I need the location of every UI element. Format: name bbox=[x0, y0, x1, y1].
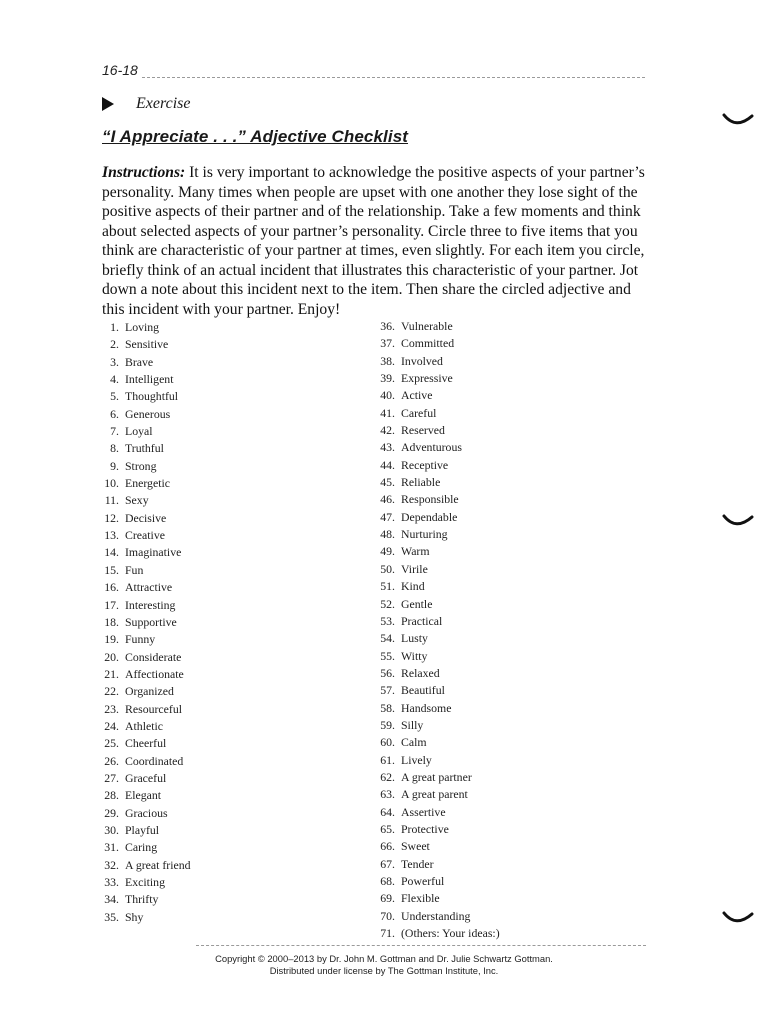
checklist-item bbox=[373, 335, 500, 352]
checklist-item bbox=[102, 735, 191, 752]
checklist-item bbox=[373, 665, 500, 682]
checklist-item bbox=[373, 318, 500, 335]
checklist-item bbox=[373, 717, 500, 734]
checklist-item-word: Lively bbox=[401, 752, 432, 767]
exercise-heading bbox=[102, 95, 190, 113]
checklist-item-number: 28. bbox=[104, 788, 119, 803]
checklist-item bbox=[373, 648, 500, 665]
checklist-item-number: 7. bbox=[110, 424, 119, 439]
checklist-item-number: 39. bbox=[380, 371, 395, 386]
checklist-item-number: 57. bbox=[380, 683, 395, 698]
checklist-item-number: 61. bbox=[380, 752, 395, 767]
checklist-item-word: Thoughtful bbox=[125, 389, 179, 404]
checklist-item bbox=[102, 440, 191, 457]
checklist-item bbox=[373, 838, 500, 855]
checklist-item-word: A great partner bbox=[401, 769, 472, 784]
checklist-item bbox=[373, 370, 500, 387]
checklist-item-word: Organized bbox=[125, 684, 174, 699]
checklist-item bbox=[102, 510, 191, 527]
checklist-item-number: 2. bbox=[110, 337, 119, 352]
checklist-item bbox=[373, 821, 500, 838]
checklist-item bbox=[102, 666, 191, 683]
checklist-item bbox=[102, 597, 191, 614]
checklist-item-number: 15. bbox=[104, 562, 119, 577]
checklist-item-number: 6. bbox=[110, 406, 119, 421]
header-rule bbox=[142, 77, 645, 78]
checklist-item-number: 49. bbox=[380, 544, 395, 559]
checklist-item bbox=[373, 543, 500, 560]
checklist-item bbox=[373, 786, 500, 803]
checklist-item-word: Powerful bbox=[401, 874, 445, 888]
checklist-item-number: 71. bbox=[380, 926, 395, 941]
checklist-item-word: Playful bbox=[125, 822, 160, 837]
checklist-item-number: 18. bbox=[104, 614, 119, 629]
checklist-item-number: 21. bbox=[104, 666, 119, 681]
checklist-item-number: 48. bbox=[380, 527, 395, 542]
checklist-item bbox=[102, 891, 191, 908]
checklist-item-word: Loyal bbox=[125, 424, 153, 439]
checklist-item-word: Silly bbox=[401, 717, 424, 732]
checklist-item-number: 4. bbox=[110, 372, 119, 387]
checklist-item-word: Gentle bbox=[401, 596, 433, 611]
binder-ring-mark-icon bbox=[722, 112, 754, 130]
instructions-paragraph bbox=[102, 163, 647, 319]
checklist-item bbox=[102, 492, 191, 509]
checklist-item-word: Sexy bbox=[125, 493, 149, 508]
checklist-item-number: 12. bbox=[104, 510, 119, 525]
checklist-item bbox=[102, 614, 191, 631]
checklist-item-number: 56. bbox=[380, 665, 395, 680]
checklist-title: “I Appreciate . . .” Adjective Checklist bbox=[102, 127, 409, 146]
checklist-item-number: 64. bbox=[380, 804, 395, 819]
checklist-item-word: Practical bbox=[401, 613, 443, 628]
checklist-item bbox=[373, 439, 500, 456]
checklist-item bbox=[102, 839, 191, 856]
checklist-item-number: 63. bbox=[380, 787, 395, 802]
checklist-item bbox=[373, 630, 500, 647]
checklist-item bbox=[102, 562, 191, 579]
checklist-item-word: Exciting bbox=[125, 875, 165, 889]
checklist-item bbox=[373, 769, 500, 786]
checklist-item-number: 13. bbox=[104, 528, 119, 543]
checklist-item bbox=[102, 822, 191, 839]
checklist-item-word: Loving bbox=[125, 320, 160, 334]
checklist-item-word: Fun bbox=[125, 562, 144, 577]
checklist-item-word: Gracious bbox=[125, 805, 168, 820]
instructions-text: It is very important to acknowledge the positive aspects of your partner’s personality. Many times when people are upset with one another they lose sight of the positive aspects of their partner and of the relationship. Take a few moments and think about selected aspects of your partner’s personality. Circle three to five items that you think are characteristic of your partner at times, even slightly. For each item you circle, briefly think of an actual incident that illustrates this characteristic of your partner. Jot down a note about this incident next to the item. Then share the circled adjective and this incident with your partner. Enjoy! bbox=[102, 164, 645, 318]
checklist-item-number: 38. bbox=[380, 353, 395, 368]
checklist-item-number: 9. bbox=[110, 458, 119, 473]
checklist-item bbox=[373, 596, 500, 613]
checklist-item-number: 8. bbox=[110, 441, 119, 456]
checklist-item bbox=[102, 319, 191, 336]
checklist-item-word: Assertive bbox=[401, 804, 446, 819]
checklist-item bbox=[102, 423, 191, 440]
checklist-item-number: 67. bbox=[380, 856, 395, 871]
checklist-item bbox=[102, 787, 191, 804]
checklist-item-number: 55. bbox=[380, 648, 395, 663]
checklist-item-number: 68. bbox=[380, 874, 395, 888]
checklist-item-number: 66. bbox=[380, 839, 395, 854]
checklist-item bbox=[102, 805, 191, 822]
checklist-item-word: (Others: Your ideas:) bbox=[401, 926, 500, 941]
checklist-item bbox=[373, 405, 500, 422]
checklist-item-word: Reliable bbox=[401, 475, 441, 490]
checklist-item-number: 62. bbox=[380, 769, 395, 784]
adjective-list-right bbox=[373, 318, 500, 942]
checklist-item-word: Sensitive bbox=[125, 337, 169, 352]
checklist-item-number: 17. bbox=[104, 597, 119, 612]
checklist-item bbox=[102, 718, 191, 735]
checklist-item-word: Protective bbox=[401, 821, 449, 836]
checklist-item bbox=[102, 336, 191, 353]
checklist-item-word: Shy bbox=[125, 909, 144, 924]
checklist-item bbox=[373, 387, 500, 404]
checklist-item-word: Kind bbox=[401, 579, 425, 594]
checklist-item bbox=[102, 770, 191, 787]
checklist-item-number: 54. bbox=[380, 631, 395, 646]
checklist-item-word: Witty bbox=[401, 648, 428, 663]
checklist-item-word: Attractive bbox=[125, 580, 173, 595]
checklist-item-word: Adventurous bbox=[401, 440, 462, 455]
checklist-item bbox=[373, 457, 500, 474]
checklist-item-number: 41. bbox=[380, 405, 395, 420]
checklist-item-word: Calm bbox=[401, 735, 427, 750]
checklist-item bbox=[373, 613, 500, 630]
checklist-item-number: 52. bbox=[380, 596, 395, 611]
checklist-item bbox=[373, 509, 500, 526]
binder-ring-mark-icon bbox=[722, 513, 754, 531]
checklist-item-word: Affectionate bbox=[125, 666, 184, 681]
checklist-item-word: Flexible bbox=[401, 891, 440, 906]
exercise-label: Exercise bbox=[136, 95, 191, 112]
checklist-item-number: 24. bbox=[104, 718, 119, 733]
checklist-item-word: Receptive bbox=[401, 457, 449, 472]
instructions-lead: Instructions: bbox=[102, 164, 186, 181]
checklist-item-number: 27. bbox=[104, 770, 119, 785]
checklist-item-word: Elegant bbox=[125, 788, 162, 803]
checklist-item bbox=[373, 561, 500, 578]
checklist-item-number: 31. bbox=[104, 840, 119, 855]
checklist-item bbox=[373, 873, 500, 890]
checklist-item bbox=[373, 734, 500, 751]
checklist-item bbox=[102, 527, 191, 544]
checklist-item bbox=[373, 353, 500, 370]
checklist-item bbox=[102, 354, 191, 371]
checklist-item-word: Caring bbox=[125, 840, 158, 855]
checklist-item bbox=[373, 526, 500, 543]
checklist-item-word: Interesting bbox=[125, 597, 176, 612]
checklist-item-word: Understanding bbox=[401, 908, 471, 923]
checklist-item-number: 46. bbox=[380, 492, 395, 507]
checklist-item-number: 3. bbox=[110, 354, 119, 369]
checklist-item-number: 19. bbox=[104, 632, 119, 647]
checklist-item-word: Considerate bbox=[125, 649, 182, 664]
checklist-item-word: Sweet bbox=[401, 839, 430, 854]
checklist-item-word: Careful bbox=[401, 405, 437, 420]
checklist-item-number: 47. bbox=[380, 509, 395, 524]
checklist-item-number: 53. bbox=[380, 613, 395, 628]
checklist-item-number: 30. bbox=[104, 822, 119, 837]
checklist-item-word: A great parent bbox=[401, 787, 468, 802]
checklist-item-number: 20. bbox=[104, 649, 119, 664]
copyright-line: Copyright © 2000–2013 by Dr. John M. Gottman and Dr. Julie Schwartz Gottman. bbox=[215, 953, 553, 964]
checklist-item-number: 11. bbox=[104, 493, 119, 508]
checklist-item-number: 69. bbox=[380, 891, 395, 906]
checklist-item bbox=[373, 474, 500, 491]
checklist-item-word: Supportive bbox=[125, 614, 177, 629]
checklist-item bbox=[102, 475, 191, 492]
checklist-item-number: 10. bbox=[104, 476, 119, 491]
checklist-item bbox=[102, 857, 191, 874]
checklist-item-word: Tender bbox=[401, 856, 434, 871]
checklist-item-word: Warm bbox=[401, 544, 430, 559]
checklist-item bbox=[102, 388, 191, 405]
license-line: Distributed under license by The Gottman Institute, Inc. bbox=[269, 965, 499, 976]
checklist-item-number: 42. bbox=[380, 423, 395, 438]
checklist-item-word: Brave bbox=[125, 354, 154, 369]
checklist-item-number: 58. bbox=[380, 700, 395, 715]
checklist-item-word: Creative bbox=[125, 528, 165, 543]
checklist-item bbox=[102, 753, 191, 770]
checklist-item bbox=[102, 909, 191, 926]
checklist-item-word: Decisive bbox=[125, 510, 167, 525]
checklist-item-number: 65. bbox=[380, 821, 395, 836]
checklist-item-word: Beautiful bbox=[401, 683, 445, 698]
checklist-item bbox=[373, 752, 500, 769]
checklist-item-word: Funny bbox=[125, 632, 156, 647]
checklist-item-number: 22. bbox=[104, 684, 119, 699]
checklist-item-number: 26. bbox=[104, 753, 119, 768]
checklist-item bbox=[102, 631, 191, 648]
checklist-item bbox=[373, 908, 500, 925]
checklist-item bbox=[373, 422, 500, 439]
checklist-item-number: 51. bbox=[380, 579, 395, 594]
checklist-item bbox=[373, 856, 500, 873]
checklist-item-word: A great friend bbox=[125, 857, 191, 872]
checklist-item-word: Virile bbox=[401, 561, 428, 576]
adjective-list-left bbox=[102, 319, 191, 926]
checklist-item-number: 60. bbox=[380, 735, 395, 750]
checklist-item bbox=[102, 579, 191, 596]
checklist-item-number: 16. bbox=[104, 580, 119, 595]
checklist-item-number: 40. bbox=[380, 388, 395, 403]
checklist-item-word: Resourceful bbox=[125, 701, 182, 716]
checklist-item-word: Nurturing bbox=[401, 527, 448, 542]
checklist-item bbox=[102, 371, 191, 388]
checklist-item-word: Athletic bbox=[125, 718, 164, 733]
checklist-item-word: Graceful bbox=[125, 770, 167, 785]
copyright-footer bbox=[0, 953, 768, 977]
checklist-item-word: Involved bbox=[401, 353, 443, 368]
checklist-item-word: Active bbox=[401, 388, 433, 403]
checklist-item-number: 33. bbox=[104, 875, 119, 889]
footer-rule bbox=[196, 945, 646, 946]
checklist-item-word: Vulnerable bbox=[401, 319, 453, 333]
checklist-item-word: Responsible bbox=[401, 492, 459, 507]
checklist-item-word: Expressive bbox=[401, 371, 453, 386]
checklist-item-number: 5. bbox=[110, 389, 119, 404]
checklist-item bbox=[102, 458, 191, 475]
checklist-item-word: Thrifty bbox=[125, 892, 159, 907]
binder-ring-mark-icon bbox=[722, 910, 754, 928]
checklist-item-word: Lusty bbox=[401, 631, 428, 646]
checklist-item-number: 44. bbox=[380, 457, 395, 472]
checklist-item-word: Dependable bbox=[401, 509, 458, 524]
checklist-item bbox=[373, 804, 500, 821]
checklist-item-number: 45. bbox=[380, 475, 395, 490]
checklist-item-number: 23. bbox=[104, 701, 119, 716]
checklist-item bbox=[373, 682, 500, 699]
checklist-item bbox=[102, 683, 191, 700]
checklist-item-number: 59. bbox=[380, 717, 395, 732]
checklist-item bbox=[373, 925, 500, 942]
checklist-item-number: 29. bbox=[104, 805, 119, 820]
checklist-item-word: Reserved bbox=[401, 423, 445, 438]
checklist-item bbox=[102, 649, 191, 666]
checklist-item-number: 25. bbox=[104, 736, 119, 751]
checklist-item-word: Truthful bbox=[125, 441, 164, 456]
checklist-item-number: 34. bbox=[104, 892, 119, 907]
checklist-item-number: 35. bbox=[104, 909, 119, 924]
checklist-item bbox=[102, 406, 191, 423]
checklist-item bbox=[102, 874, 191, 891]
checklist-item-word: Handsome bbox=[401, 700, 452, 715]
checklist-item-word: Cheerful bbox=[125, 736, 167, 751]
checklist-item bbox=[102, 544, 191, 561]
checklist-item-word: Coordinated bbox=[125, 753, 184, 768]
checklist-item-number: 70. bbox=[380, 908, 395, 923]
checklist-item-number: 1. bbox=[110, 320, 119, 334]
checklist-item-number: 50. bbox=[380, 561, 395, 576]
checklist-item-word: Strong bbox=[125, 458, 157, 473]
checklist-item-word: Generous bbox=[125, 406, 171, 421]
checklist-item bbox=[373, 890, 500, 907]
checklist-item bbox=[373, 578, 500, 595]
checklist-item-word: Relaxed bbox=[401, 665, 440, 680]
page-number: 16-18 bbox=[102, 62, 138, 78]
checklist-item bbox=[373, 700, 500, 717]
triangle-right-icon bbox=[102, 97, 114, 111]
checklist-item bbox=[373, 491, 500, 508]
checklist-item-number: 37. bbox=[380, 336, 395, 351]
checklist-item-word: Committed bbox=[401, 336, 455, 351]
checklist-item-number: 32. bbox=[104, 857, 119, 872]
checklist-item-word: Energetic bbox=[125, 476, 170, 491]
checklist-item-word: Imaginative bbox=[125, 545, 182, 560]
checklist-item-number: 43. bbox=[380, 440, 395, 455]
checklist-item-number: 36. bbox=[380, 319, 395, 333]
checklist-item bbox=[102, 701, 191, 718]
checklist-item-word: Intelligent bbox=[125, 372, 174, 387]
checklist-item-number: 14. bbox=[104, 545, 119, 560]
